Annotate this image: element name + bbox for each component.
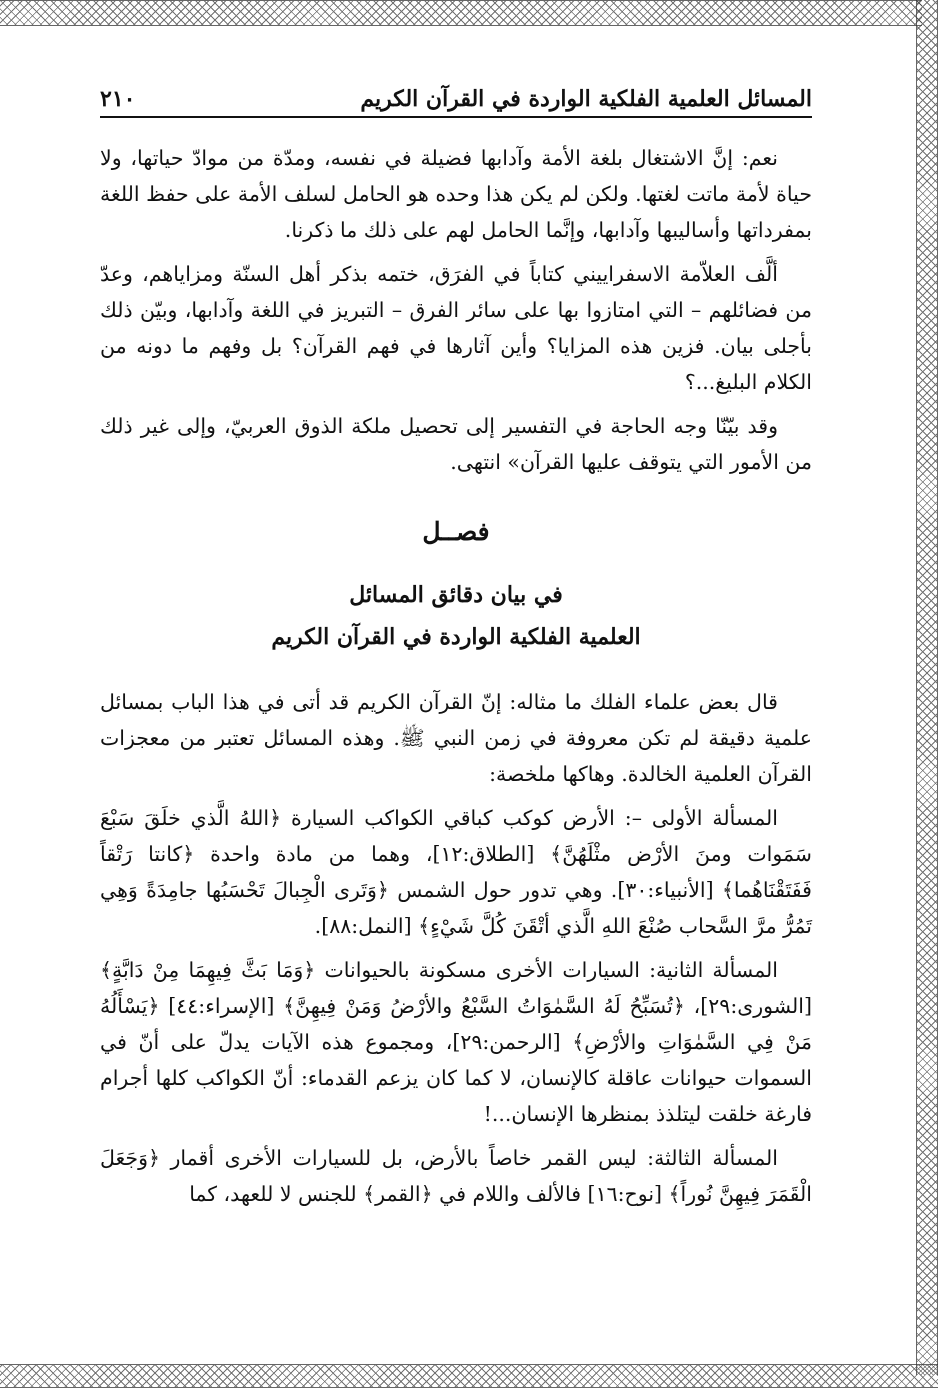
paragraph: المسألة الأولى –: الأرض كوكب كباقي الكواكب السيارة ﴿اللهُ الَّذي خلَقَ سَبْعَ سَمَوات ومنَ الأرْض مثْلَهُنَّ﴾ [الطلاق:١٢]، وهما من مادة واحدة ﴿كانتا رَتْقاً فَفَتَقْنَاهُما﴾ [الأنبياء:٣٠]. وهي تدور حول الشمس ﴿وَتَرى الْجِبالَ تَحْسَبُها جامِدَةً وَهِي تَمُرُّ مرَّ السَّحاب صُنْعَ اللهِ الَّذي أتْقَنَ كُلَّ شَيْءٍ﴾ [النمل:٨٨]. <box>100 806 812 938</box>
page-number: ٢١٠ <box>100 86 136 112</box>
paragraph: وقد بيّنّا وجه الحاجة في التفسير إلى تحصيل ملكة الذوق العربيّ، وإلى غير ذلك من الأمور التي يتوقف عليها القرآن» انتهى. <box>100 414 812 474</box>
page-body <box>100 140 812 1212</box>
paragraph: ألَّف العلاّمة الاسفراييني كتاباً في الفرَق، ختمه بذكر أهل السنّة ومزاياهم، وعدّ من فضائلهم – التي امتازوا بها على سائر الفرق – التبريز في اللغة وآدابها، وبيّن ذلك بأجلى بيان. فزين هذه المزايا؟ وأين آثارها في فهم القرآن؟ بل وفهم ما دونه من الكلام البليغ...؟ <box>100 262 812 394</box>
section-subtitle: في بيان دقائق المسائل <box>349 582 563 608</box>
decorative-border-top <box>0 0 922 26</box>
paragraph: المسألة الثالثة: ليس القمر خاصاً بالأرض، بل للسيارات الأخرى أقمار ﴿وَجَعَلَ الْقَمَرَ فِيهِنَّ نُوراً﴾ [نوح:١٦] فالألف واللام في ﴿القمر﴾ للجنس لا للعهد، كما <box>100 1146 812 1206</box>
section-subtitle: العلمية الفلكية الواردة في القرآن الكريم <box>271 624 641 650</box>
section-title: فصــل <box>422 517 490 546</box>
decorative-border-right <box>916 0 938 1375</box>
paragraph: المسألة الثانية: السيارات الأخرى مسكونة بالحيوانات ﴿وَمَا بَثَّ فِيهِمَا مِنْ دَابَّةٍ﴾ [الشورى:٢٩]، ﴿تُسَبِّحُ لَهُ السَّمٰوَاتُ السَّبْعُ والأرْضُ وَمَنْ فِيهِنَّ﴾ [الإسراء:٤٤] ﴿يَسْأَلُهُ مَنْ فِي السَّمٰوَاتِ والأرْضِ﴾ [الرحمن:٢٩]، ومجموع هذه الآيات يدلّ على أنّ في السموات حيوانات عاقلة كالإنسان، لا كما كان يزعم القدماء: أنّ الكواكب كلها أجرام فارغة خلقت ليتلذذ بمنظرها الإنسان...! <box>100 958 812 1126</box>
paragraph: قال بعض علماء الفلك ما مثاله: إنّ القرآن الكريم قد أتى في هذا الباب بمسائل علمية دقيقة لم تكن معروفة في زمن النبي ﷺ. وهذه المسائل تعتبر من معجزات القرآن العلمية الخالدة. وهاكها ملخصة: <box>100 690 812 786</box>
decorative-border-bottom <box>0 1364 938 1388</box>
page-header <box>100 70 812 118</box>
running-title: المسائل العلمية الفلكية الواردة في القرآن الكريم <box>360 86 812 112</box>
paragraph: نعم: إنَّ الاشتغال بلغة الأمة وآدابها فضيلة في نفسه، ومدّة من موادّ حياتها، ولا حياة لأمة ماتت لغتها. ولكن لم يكن هذا وحده هو الحامل لسلف الأمة على حفظ اللغة بمفرداتها وأساليبها وآدابها، وإنَّما الحامل لهم على ذلك ما ذكرنا. <box>100 146 812 242</box>
book-page <box>100 70 812 1220</box>
